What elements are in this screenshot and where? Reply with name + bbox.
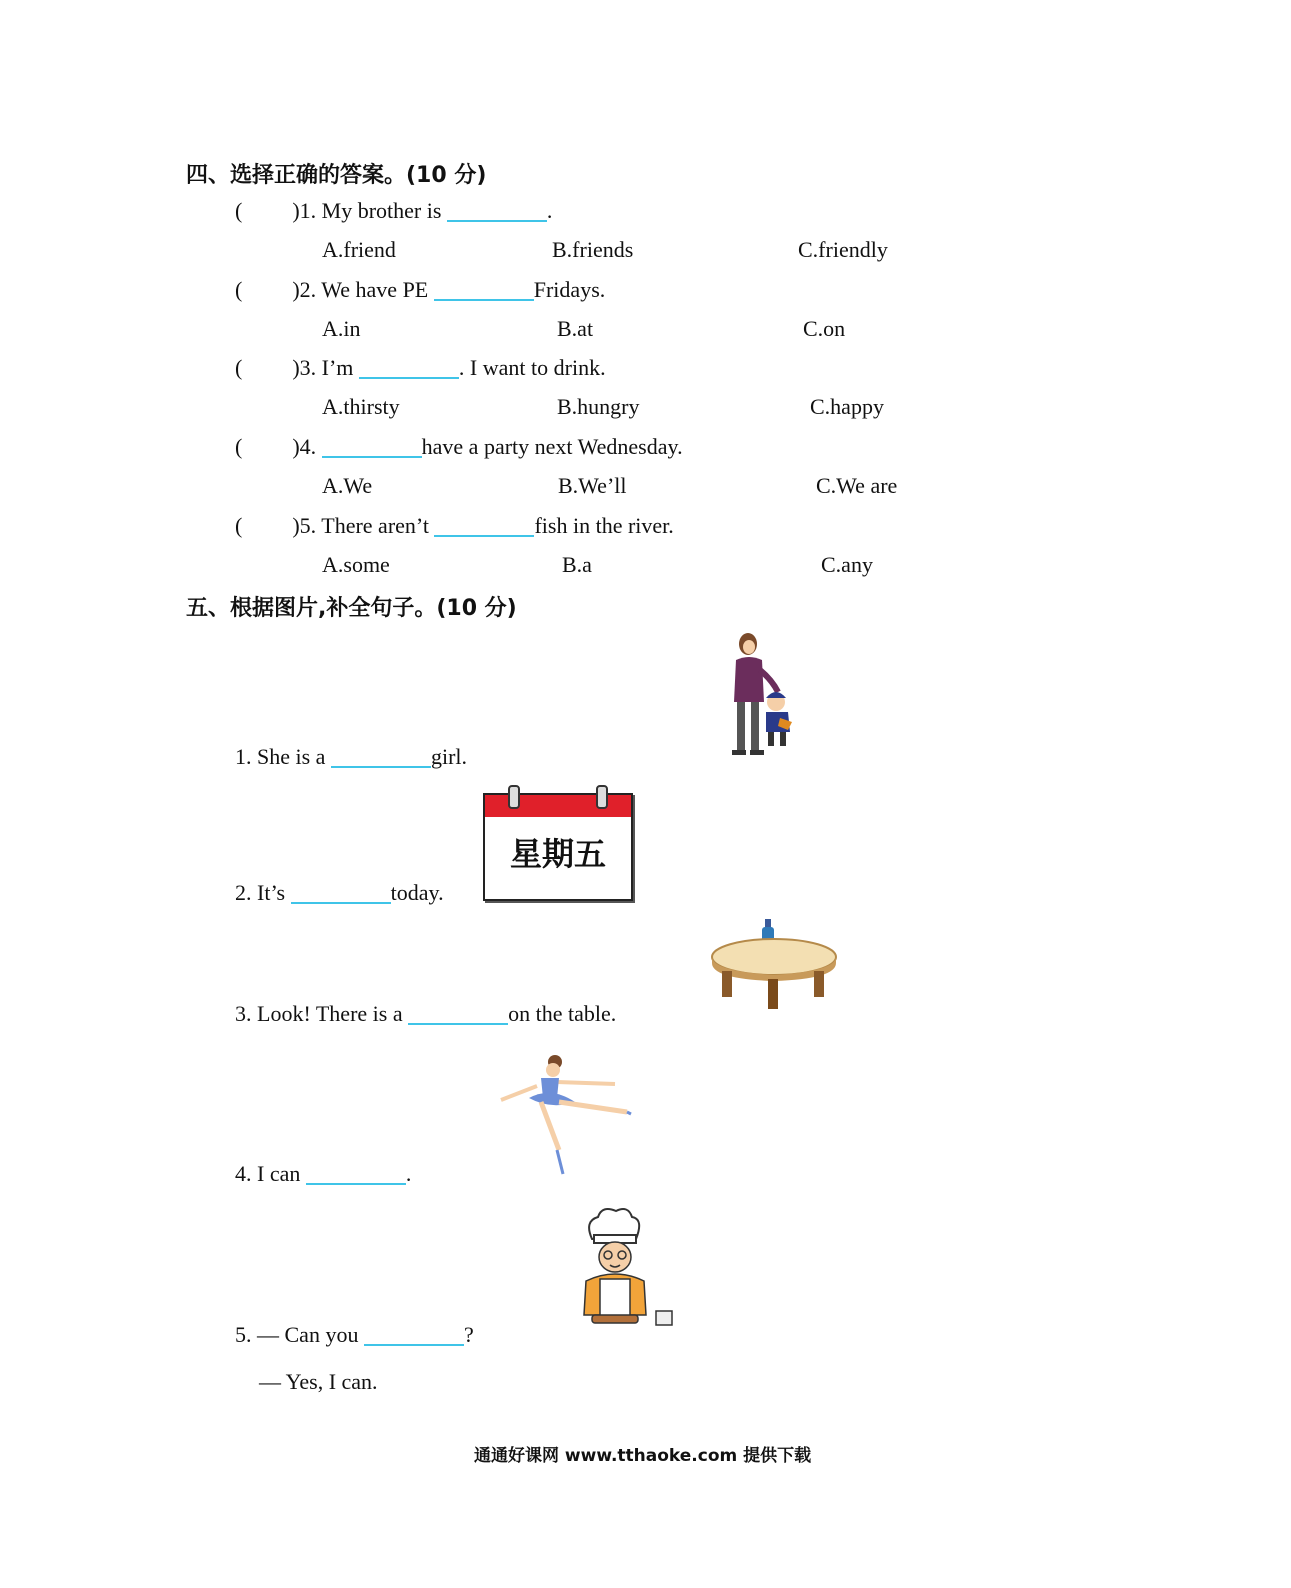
question-text-end: . (405, 1161, 412, 1186)
section-4-title: 四、选择正确的答案。(10 分) (186, 163, 487, 188)
picture-question-3 (235, 1001, 616, 1027)
option-b[interactable]: B.hungry (557, 394, 640, 419)
calendar-ring-right (596, 785, 608, 809)
option-a[interactable]: A.in (322, 316, 361, 341)
question-text: 2. It’s (235, 880, 286, 905)
question-text-end: fish in the river. (534, 513, 674, 538)
option-b[interactable]: B.at (557, 316, 594, 341)
question-text-end: girl. (430, 744, 468, 769)
option-a[interactable]: A.thirsty (322, 394, 400, 419)
picture-question-4 (235, 1161, 411, 1187)
answer-paren[interactable]: ( (235, 277, 243, 302)
answer-blank[interactable] (306, 1165, 406, 1185)
picture-question-1 (235, 744, 467, 770)
chef-picture (572, 1205, 682, 1335)
picture-question-2 (235, 880, 444, 906)
answer-paren[interactable]: ( (235, 198, 243, 223)
answer-blank[interactable] (291, 884, 391, 904)
question-number: )1. (292, 198, 317, 223)
answer-blank[interactable] (434, 517, 534, 537)
calendar-picture (481, 785, 633, 899)
picture-question-5-answer: — Yes, I can. (259, 1369, 378, 1394)
question-4 (235, 434, 683, 460)
answer-blank[interactable] (434, 281, 534, 301)
answer-blank[interactable] (364, 1326, 464, 1346)
question-text: 5. — Can you (235, 1322, 359, 1347)
calendar-header (485, 795, 631, 817)
question-text: There aren’t (321, 513, 429, 538)
option-a[interactable]: A.We (322, 473, 373, 498)
option-c[interactable]: C.any (821, 552, 873, 577)
question-text-end: Fridays. (533, 277, 606, 302)
answer-blank[interactable] (447, 202, 547, 222)
option-c[interactable]: C.on (803, 316, 846, 341)
question-text-end: . (546, 198, 553, 223)
answer-blank[interactable] (359, 359, 459, 379)
option-b[interactable]: B.friends (552, 237, 634, 262)
answer-blank[interactable] (331, 748, 431, 768)
question-1 (235, 198, 552, 224)
question-number: )4. (292, 434, 317, 459)
calendar-day-text: 星期五 (509, 835, 606, 873)
woman-and-child-picture (722, 630, 802, 762)
question-text-end: have a party next Wednesday. (421, 434, 683, 459)
question-text: 3. Look! There is a (235, 1001, 403, 1026)
calendar-ring-left (508, 785, 520, 809)
option-c[interactable]: C.happy (810, 394, 884, 419)
footer-download-note: 通通好课网 www.tthaoke.com 提供下载 (474, 1446, 812, 1466)
question-text: We have PE (321, 277, 429, 302)
question-text-end: today. (390, 880, 444, 905)
answer-paren[interactable]: ( (235, 355, 243, 380)
question-2 (235, 277, 605, 303)
section-5-title: 五、根据图片,补全句子。(10 分) (186, 596, 517, 621)
question-text-end: on the table. (508, 1001, 617, 1026)
picture-question-5 (235, 1322, 474, 1348)
answer-paren[interactable]: ( (235, 434, 243, 459)
option-b[interactable]: B.We’ll (558, 473, 627, 498)
question-text-end: . I want to drink. (458, 355, 606, 380)
answer-blank[interactable] (408, 1005, 508, 1025)
option-c[interactable]: C.We are (816, 473, 898, 498)
option-a[interactable]: A.friend (322, 237, 396, 262)
ballet-dancer-picture (497, 1050, 633, 1180)
answer-blank[interactable] (322, 438, 422, 458)
question-text: I’m (321, 355, 354, 380)
question-number: )5. (292, 513, 317, 538)
question-number: )2. (292, 277, 317, 302)
question-3 (235, 355, 606, 381)
answer-paren[interactable]: ( (235, 513, 243, 538)
question-5 (235, 513, 674, 539)
question-text: My brother is (321, 198, 442, 223)
option-c[interactable]: C.friendly (798, 237, 888, 262)
question-text: 4. I can (235, 1161, 301, 1186)
question-number: )3. (292, 355, 317, 380)
option-b[interactable]: B.a (562, 552, 592, 577)
question-text-end: ? (463, 1322, 474, 1347)
question-text: 1. She is a (235, 744, 326, 769)
option-a[interactable]: A.some (322, 552, 390, 577)
table-with-bottle-picture (710, 915, 840, 1015)
